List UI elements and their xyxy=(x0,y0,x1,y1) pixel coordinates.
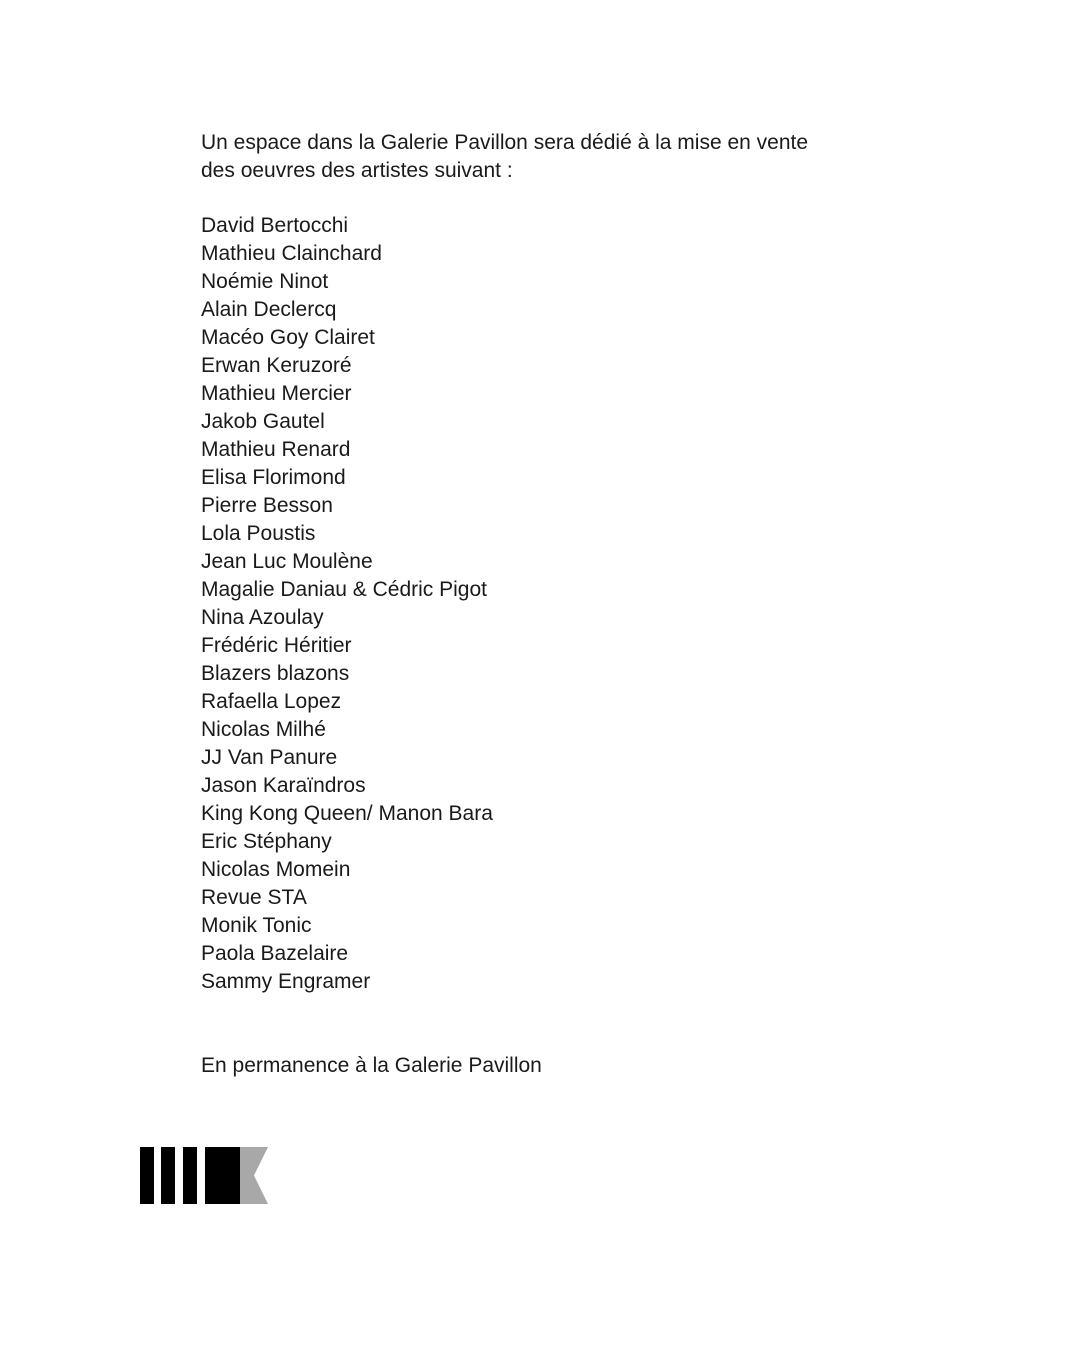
logo-bar-1 xyxy=(140,1147,154,1204)
artist-name: Lola Poustis xyxy=(201,522,316,545)
logo-bar-2 xyxy=(161,1147,175,1204)
artist-name: Mathieu Clainchard xyxy=(201,242,382,265)
artist-name: Alain Declercq xyxy=(201,298,337,321)
intro-line-2: des oeuvres des artistes suivant : xyxy=(201,159,513,182)
artist-name: Nicolas Momein xyxy=(201,858,351,881)
artist-name: David Bertocchi xyxy=(201,214,349,237)
artist-name: Pierre Besson xyxy=(201,494,333,517)
artist-name: King Kong Queen/ Manon Bara xyxy=(201,802,493,825)
logo-bar-3 xyxy=(183,1147,197,1204)
artist-name: Magalie Daniau & Cédric Pigot xyxy=(201,578,487,601)
artist-name: Elisa Florimond xyxy=(201,466,346,489)
artist-name: Nina Azoulay xyxy=(201,606,324,629)
artist-name: Revue STA xyxy=(201,886,307,909)
artist-name: Noémie Ninot xyxy=(201,270,329,293)
artist-name: Rafaella Lopez xyxy=(201,690,342,713)
logo-block xyxy=(205,1147,240,1204)
artist-name: Nicolas Milhé xyxy=(201,718,326,741)
gallery-logo-icon xyxy=(140,1147,270,1204)
logo-flag xyxy=(240,1147,268,1204)
artist-name: Blazers blazons xyxy=(201,662,350,685)
footer-text: En permanence à la Galerie Pavillon xyxy=(201,1054,542,1077)
artist-name: Jean Luc Moulène xyxy=(201,550,373,573)
artist-name: Monik Tonic xyxy=(201,914,312,937)
artist-name: Macéo Goy Clairet xyxy=(201,326,375,349)
artist-name: Mathieu Renard xyxy=(201,438,351,461)
artist-name: Jason Karaïndros xyxy=(201,774,366,797)
artist-name: Mathieu Mercier xyxy=(201,382,352,405)
document-body xyxy=(201,129,921,1080)
artist-name: Erwan Keruzoré xyxy=(201,354,352,377)
artist-name: Jakob Gautel xyxy=(201,410,325,433)
artist-name: Frédéric Héritier xyxy=(201,634,352,657)
artist-name: Eric Stéphany xyxy=(201,830,332,853)
intro-paragraph xyxy=(201,129,921,185)
artist-name: Sammy Engramer xyxy=(201,970,371,993)
artist-name: JJ Van Panure xyxy=(201,746,338,769)
artist-list xyxy=(201,212,921,996)
intro-line-1: Un espace dans la Galerie Pavillon sera dédié à la mise en vente xyxy=(201,131,809,154)
artist-name: Paola Bazelaire xyxy=(201,942,349,965)
